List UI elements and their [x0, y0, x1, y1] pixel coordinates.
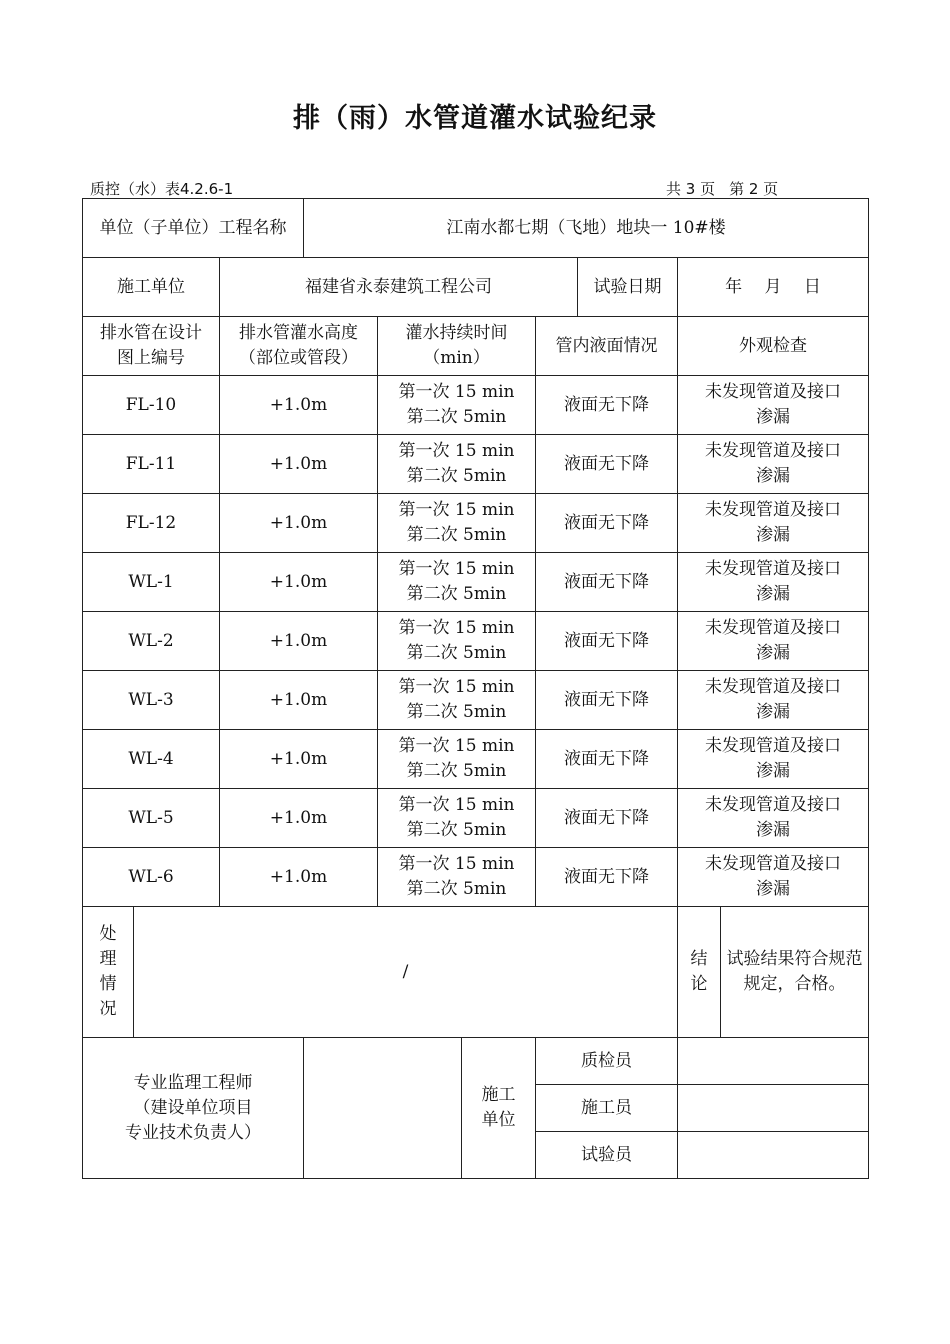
page-current: 第 2 页: [729, 180, 779, 198]
duration-first: 第一次 15 min: [398, 441, 515, 461]
conclusion-label-char: 结: [690, 949, 708, 969]
page-total: 共 3 页: [666, 180, 716, 198]
pipe-no-cell: WL-5: [83, 789, 220, 848]
table-row: [83, 789, 869, 848]
contractor-value: 福建省永泰建筑工程公司: [220, 258, 578, 317]
level-cell: 液面无下降: [536, 376, 678, 435]
table-row: [83, 612, 869, 671]
appearance-line1: 未发现管道及接口: [705, 618, 842, 638]
duration-second: 第二次 5min: [406, 879, 507, 899]
table-row: [83, 435, 869, 494]
appearance-cell: [678, 494, 869, 553]
duration-second: 第二次 5min: [406, 466, 507, 486]
conclusion-value: [721, 907, 869, 1038]
col-header-level: 管内液面情况: [536, 317, 678, 376]
height-cell: +1.0m: [220, 848, 378, 907]
col-header-duration: [378, 317, 536, 376]
height-cell: +1.0m: [220, 376, 378, 435]
test-date-label: 试验日期: [578, 258, 678, 317]
duration-cell: [378, 730, 536, 789]
pipe-no-cell: WL-4: [83, 730, 220, 789]
height-cell: +1.0m: [220, 612, 378, 671]
col-header-appearance: 外观检查: [678, 317, 869, 376]
quality-inspector-signature: [678, 1038, 869, 1085]
height-cell: +1.0m: [220, 789, 378, 848]
table-row: [83, 494, 869, 553]
appearance-line1: 未发现管道及接口: [705, 854, 842, 874]
appearance-cell: [678, 435, 869, 494]
appearance-line1: 未发现管道及接口: [705, 677, 842, 697]
supervisor-label-line3: 专业技术负责人）: [125, 1122, 261, 1143]
duration-cell: [378, 494, 536, 553]
pipe-no-cell: WL-3: [83, 671, 220, 730]
appearance-line2: 渗漏: [756, 407, 791, 427]
col-header-height: [220, 317, 378, 376]
duration-cell: [378, 553, 536, 612]
appearance-line1: 未发现管道及接口: [705, 559, 842, 579]
handling-label-char: 况: [99, 999, 117, 1019]
duration-second: 第二次 5min: [406, 584, 507, 604]
height-cell: +1.0m: [220, 553, 378, 612]
duration-first: 第一次 15 min: [398, 677, 515, 697]
pipe-no-cell: WL-2: [83, 612, 220, 671]
duration-cell: [378, 612, 536, 671]
table-row: [83, 376, 869, 435]
table-row: [83, 730, 869, 789]
appearance-cell: [678, 789, 869, 848]
duration-cell: [378, 848, 536, 907]
col-header-pipe-no: [83, 317, 220, 376]
project-name-label: 单位（子单位）工程名称: [83, 199, 304, 258]
conclusion-line1: 试验结果符合规范: [726, 949, 863, 969]
supervisor-label-line1: 专业监理工程师: [133, 1072, 253, 1093]
appearance-line2: 渗漏: [756, 466, 791, 486]
duration-cell: [378, 376, 536, 435]
level-cell: 液面无下降: [536, 789, 678, 848]
handling-value: /: [134, 907, 678, 1038]
pagination: [666, 178, 792, 199]
level-cell: 液面无下降: [536, 612, 678, 671]
appearance-cell: [678, 553, 869, 612]
role-tester: 试验员: [536, 1132, 678, 1179]
duration-first: 第一次 15 min: [398, 736, 515, 756]
tester-signature: [678, 1132, 869, 1179]
role-quality-inspector: 质检员: [536, 1038, 678, 1085]
contractor-sign-label-line2: 单位: [481, 1110, 516, 1130]
handling-label-char: 情: [99, 974, 117, 994]
appearance-line1: 未发现管道及接口: [705, 795, 842, 815]
duration-first: 第一次 15 min: [398, 559, 515, 579]
duration-second: 第二次 5min: [406, 702, 507, 722]
appearance-line2: 渗漏: [756, 879, 791, 899]
col-header-pipe-no-line1: 排水管在设计: [100, 323, 202, 343]
pipe-no-cell: WL-1: [83, 553, 220, 612]
duration-second: 第二次 5min: [406, 761, 507, 781]
appearance-line2: 渗漏: [756, 702, 791, 722]
appearance-line1: 未发现管道及接口: [705, 500, 842, 520]
table-row: [83, 848, 869, 907]
duration-second: 第二次 5min: [406, 525, 507, 545]
appearance-line2: 渗漏: [756, 761, 791, 781]
col-header-duration-line1: 灌水持续时间: [405, 323, 508, 343]
constructor-signature: [678, 1085, 869, 1132]
duration-first: 第一次 15 min: [398, 618, 515, 638]
level-cell: 液面无下降: [536, 848, 678, 907]
duration-second: 第二次 5min: [406, 407, 507, 427]
table-row: [83, 553, 869, 612]
level-cell: 液面无下降: [536, 435, 678, 494]
role-constructor: 施工员: [536, 1085, 678, 1132]
level-cell: 液面无下降: [536, 671, 678, 730]
conclusion-line2: 规定，合格。: [743, 974, 846, 994]
test-date-value: 年 月 日: [678, 258, 869, 317]
height-cell: +1.0m: [220, 730, 378, 789]
appearance-line1: 未发现管道及接口: [705, 736, 842, 756]
duration-cell: [378, 671, 536, 730]
appearance-line1: 未发现管道及接口: [705, 441, 842, 461]
level-cell: 液面无下降: [536, 730, 678, 789]
contractor-label: 施工单位: [83, 258, 220, 317]
conclusion-label: [678, 907, 721, 1038]
height-cell: +1.0m: [220, 494, 378, 553]
appearance-cell: [678, 671, 869, 730]
appearance-line2: 渗漏: [756, 643, 791, 663]
test-record-table: [82, 198, 869, 1179]
height-cell: +1.0m: [220, 435, 378, 494]
appearance-line2: 渗漏: [756, 525, 791, 545]
duration-cell: [378, 435, 536, 494]
col-header-pipe-no-line2: 图上编号: [117, 348, 185, 368]
duration-second: 第二次 5min: [406, 820, 507, 840]
handling-label-char: 处: [99, 924, 117, 944]
duration-first: 第一次 15 min: [398, 854, 515, 874]
level-cell: 液面无下降: [536, 553, 678, 612]
appearance-cell: [678, 730, 869, 789]
document-title: 排（雨）水管道灌水试验纪录: [293, 103, 657, 134]
handling-label: [83, 907, 134, 1038]
appearance-line2: 渗漏: [756, 584, 791, 604]
col-header-height-line1: 排水管灌水高度: [239, 323, 358, 343]
appearance-cell: [678, 612, 869, 671]
duration-cell: [378, 789, 536, 848]
duration-first: 第一次 15 min: [398, 382, 515, 402]
pipe-no-cell: FL-11: [83, 435, 220, 494]
col-header-duration-line2: （min）: [423, 348, 490, 368]
supervisor-signature: [304, 1038, 462, 1179]
appearance-cell: [678, 848, 869, 907]
appearance-cell: [678, 376, 869, 435]
pipe-no-cell: FL-10: [83, 376, 220, 435]
project-name-value: 江南水都七期（飞地）地块一 10#楼: [304, 199, 869, 258]
level-cell: 液面无下降: [536, 494, 678, 553]
pipe-no-cell: FL-12: [83, 494, 220, 553]
height-cell: +1.0m: [220, 671, 378, 730]
col-header-height-line2: （部位或管段）: [239, 348, 358, 368]
appearance-line2: 渗漏: [756, 820, 791, 840]
duration-first: 第一次 15 min: [398, 500, 515, 520]
pipe-no-cell: WL-6: [83, 848, 220, 907]
table-row: [83, 671, 869, 730]
conclusion-label-char: 论: [690, 974, 708, 994]
supervisor-label-line2: （建设单位项目: [133, 1097, 253, 1118]
form-code: 质控（水）表4.2.6-1: [90, 180, 234, 198]
contractor-sign-label-line1: 施工: [481, 1085, 516, 1105]
handling-label-char: 理: [99, 949, 117, 969]
supervisor-label: [83, 1038, 304, 1179]
contractor-sign-label: [462, 1038, 536, 1179]
duration-second: 第二次 5min: [406, 643, 507, 663]
duration-first: 第一次 15 min: [398, 795, 515, 815]
appearance-line1: 未发现管道及接口: [705, 382, 842, 402]
